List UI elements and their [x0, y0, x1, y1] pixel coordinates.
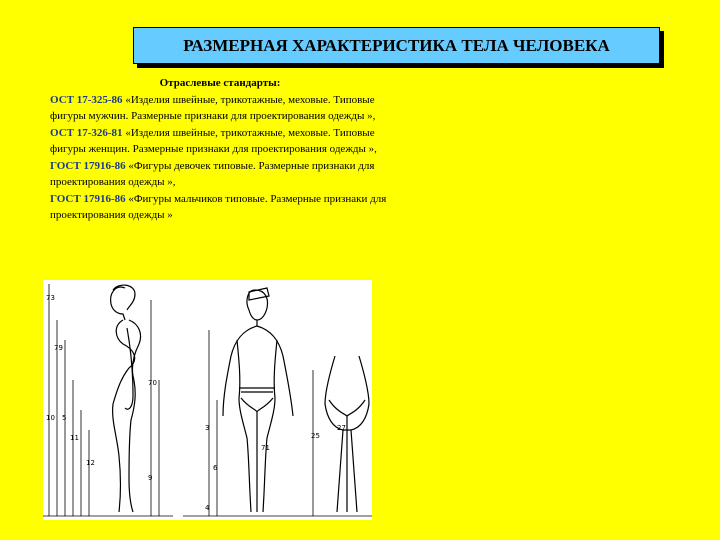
- standard-code: ГОСТ 17916-86: [50, 192, 126, 205]
- standard-item: [50, 127, 377, 156]
- dimension-label: 10: [46, 414, 55, 422]
- standard-title: «Фигуры мальчиков типовые. Размерные признаки для проектирования одежды »: [50, 192, 387, 221]
- body-figures-drawing: [43, 280, 372, 520]
- standard-code: ОСТ 17-325-86: [50, 93, 123, 106]
- dimension-label: 3: [205, 424, 210, 432]
- standard-item: [50, 160, 374, 189]
- standard-title: «Изделия швейные, трикотажные, меховые. Типовые фигуры женщин. Размерные признаки для проектирования одежды »,: [50, 126, 377, 155]
- dimension-label: 71: [261, 444, 270, 452]
- female-front-figure: [223, 288, 293, 512]
- dimension-labels: [46, 294, 346, 512]
- dimension-label: 27: [337, 424, 346, 432]
- standard-title: «Фигуры девочек типовые. Размерные признаки для проектирования одежды »,: [50, 159, 375, 188]
- dimension-label: 12: [86, 459, 95, 467]
- dimension-label: 73: [46, 294, 55, 302]
- standard-item: [50, 193, 386, 222]
- page-title-text: РАЗМЕРНАЯ ХАРАКТЕРИСТИКА ТЕЛА ЧЕЛОВЕКА: [183, 35, 610, 55]
- side-view-dimension-lines: [43, 284, 173, 516]
- side-view-figure: [111, 285, 141, 512]
- standards-text: [50, 75, 390, 224]
- dimension-label: 11: [70, 434, 79, 442]
- dimension-label: 25: [311, 432, 320, 440]
- standard-code: ОСТ 17-326-81: [50, 126, 123, 139]
- standard-code: ГОСТ 17916-86: [50, 159, 126, 172]
- body-measurement-figures: [43, 280, 372, 520]
- dimension-label: 9: [148, 474, 153, 482]
- dimension-label: 5: [62, 414, 67, 422]
- dimension-label: 70: [148, 379, 157, 387]
- dimension-label: 6: [213, 464, 218, 472]
- standard-title: «Изделия швейные, трикотажные, меховые. Типовые фигуры мужчин. Размерные признаки для проектирования одежды »,: [50, 93, 376, 122]
- dimension-label: 79: [54, 344, 63, 352]
- front-dimension-lines: [183, 330, 372, 516]
- standard-item: [50, 94, 375, 123]
- page-title: [133, 27, 660, 64]
- dimension-label: 4: [205, 504, 210, 512]
- female-back-figure: [325, 356, 369, 512]
- standards-subtitle: Отраслевые стандарты:: [159, 77, 281, 89]
